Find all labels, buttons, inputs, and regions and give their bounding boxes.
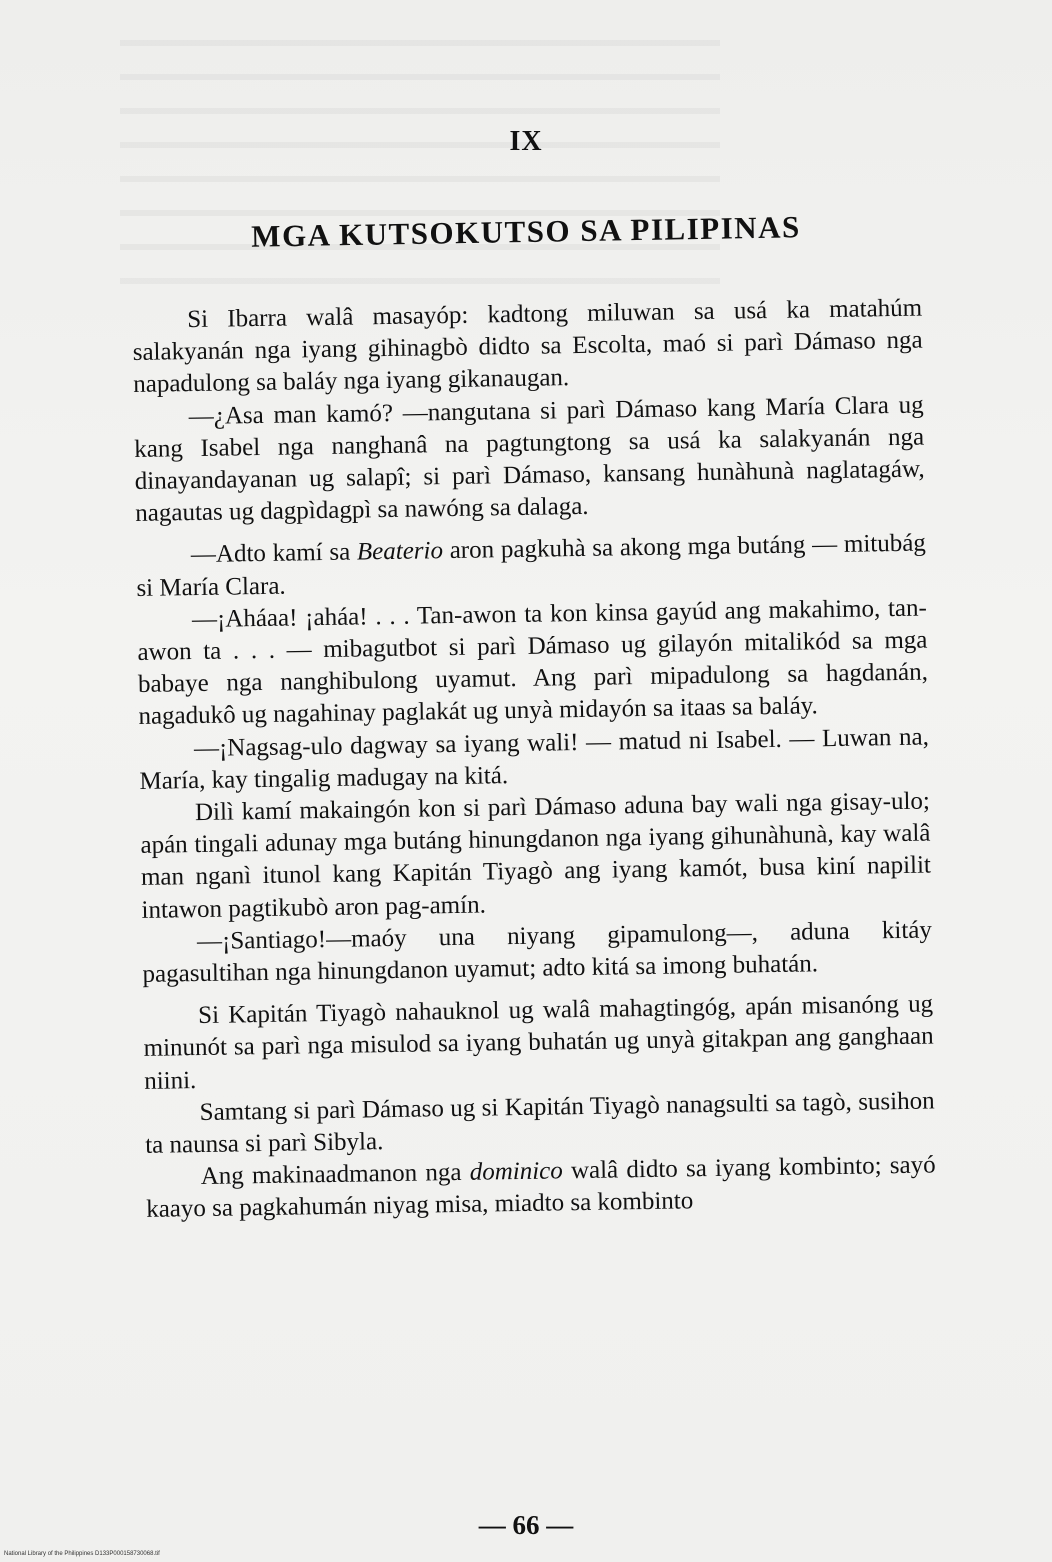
chapter-number: IX	[509, 126, 543, 157]
bleed-through-texture	[120, 40, 720, 300]
paragraph: Si Kapitán Tiyagò nahauknol ug walâ mahagtingóg, apán misanóng ug minunót sa parì nga misulod sa iyang buhatán ug unyà gitakpan ang ganghaan niini.	[143, 990, 934, 1095]
body-text	[132, 293, 936, 1227]
paragraph: —Adto kamí sa Beaterio aron pagkuhà sa akong mga butáng — mitubág si María Clara.	[136, 529, 927, 602]
paragraph: —¡Aháaa! ¡aháa! . . . Tan-awon ta kon kinsa gayúd ang makahimo, tan-awon ta . . . — mibagutbot si parì Dámaso ug gilayón mitalikód sa mga babaye nga nanghibulong uyamut. Ang parì mipadulong sa hagdanán, nagadukô ug nagahinay paglakát ug unyà midayón sa itaas sa baláy.	[137, 594, 929, 731]
page-number: — 66 —	[478, 1510, 574, 1540]
italic-term: Beaterio	[356, 537, 444, 566]
paragraph: Samtang si parì Dámaso ug si Kapitán Tiyagò nanagsulti sa tagò, susihon ta naunsa si parì Sibyla.	[144, 1087, 935, 1159]
italic-term: dominico	[469, 1157, 563, 1187]
paragraph: Dilì kamí makaingón kon si parì Dámaso aduna bay wali nga gisay-ulo; apán tingali adunay mga butáng hinungdanon nga iyang gihunàhunà, kay walâ man nganì itunol kang Kapitán Tiyagò ang iyang kamót, busa kiní napilit intawon pagtikubò aron pag-amín.	[140, 787, 932, 924]
paragraph: Si Ibarra walâ masayóp: kadtong miluwan sa usá ka matahúm salakyanán nga iyang gihinagbò didto sa Escolta, maó si parì Dámaso nga napadulong sa baláy nga iyang gikanaugan.	[132, 294, 923, 399]
paragraph: —¡Santiago!—maóy una niyang gipamulong—, aduna kitáy pagasultihan nga hinungdanon uyamut; adto kitá sa imong buhatán.	[142, 916, 933, 988]
paragraph: Ang makinaadmanon nga dominico walâ didto sa iyang kombinto; sayó kaayo sa pagkahumán niyag misa, miadto sa kombinto	[146, 1151, 936, 1224]
paragraph: —¿Asa man kamó? —nangutana si parì Dámaso kang María Clara ug kang Isabel nga nanghanâ na pagtungtong sa usá ka salakyanán nga dinayandayanan ug salapî; si parì Dámaso, kansang hunàhunà naglatagáw, nagautas ug dagpìdagpì sa nawóng sa dalaga.	[134, 391, 925, 528]
chapter-title: MGA KUTSOKUTSO SA PILIPINAS	[250, 209, 802, 254]
scan-source-tag: National Library of the Philippines D133P000158730068.tif	[4, 1551, 160, 1557]
paragraph: —¡Nagsag-ulo dagway sa iyang wali! — matud ni Isabel. — Luwan na, María, kay tingalig madugay na kitá.	[139, 723, 930, 795]
